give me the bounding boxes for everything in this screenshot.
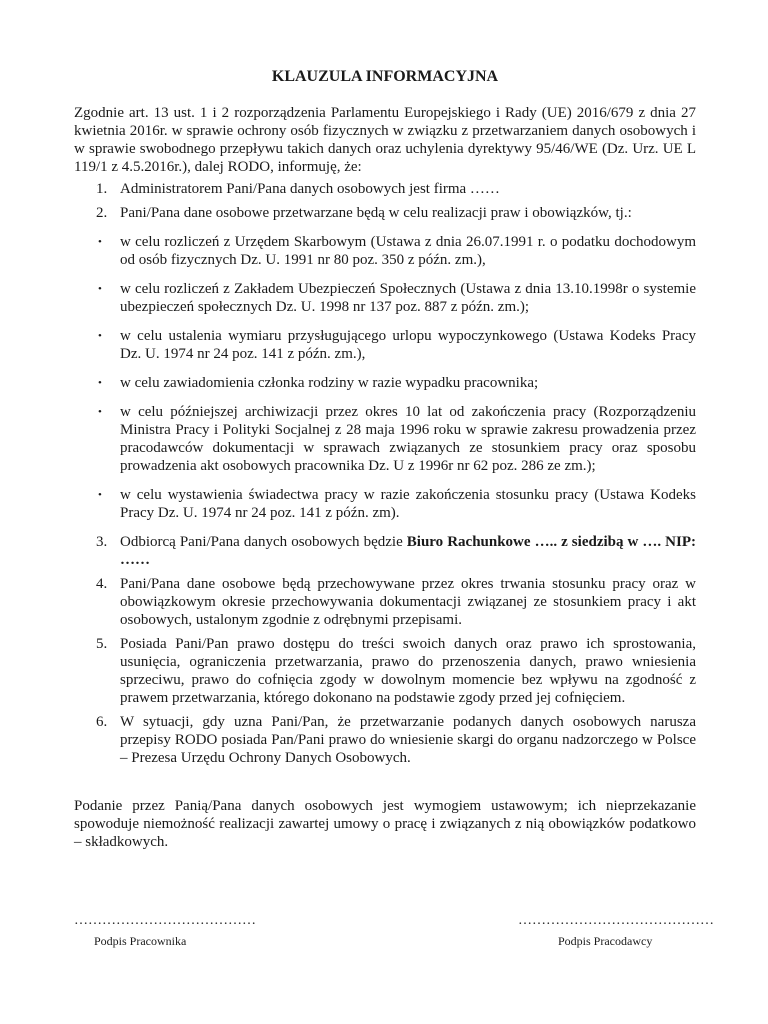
- bullet-icon: •: [98, 406, 102, 418]
- list-item-text: Odbiorcą Pani/Pana danych osobowych będzie: [120, 534, 407, 550]
- bullet-icon: •: [98, 283, 102, 295]
- bullet-icon: •: [98, 489, 102, 501]
- bullet-text: w celu ustalenia wymiaru przysługującego urlopu wypoczynkowego (Ustawa Kodeks Pracy Dz. U. 1974 nr 24 poz. 141 z późn. zm.),: [120, 328, 696, 362]
- bullet-item: [74, 486, 696, 522]
- list-number: 4.: [96, 576, 108, 592]
- employer-signature-label: Podpis Pracodawcy: [558, 934, 653, 948]
- list-item-text: Posiada Pani/Pan prawo dostępu do treści swoich danych oraz prawo ich sprostowania, usunięcia, ograniczenia przetwarzania, prawo do przenoszenia danych, prawo wniesienia sprzeciwu, prawo do cofnięcia zgody w dowolnym momencie bez wpływu na zgodność z prawem przetwarzania, którego dokonano na podstawie zgody przed jej cofnięciem.: [120, 636, 696, 706]
- list-number: 1.: [96, 181, 108, 197]
- employee-signature-label: Podpis Pracownika: [94, 934, 187, 948]
- bullet-item: [74, 233, 696, 269]
- bullet-item: [74, 280, 696, 316]
- list-number: 5.: [96, 636, 108, 652]
- document-body: [74, 68, 696, 866]
- list-item-5: [74, 635, 696, 707]
- list-item-text: Administratorem Pani/Pana danych osobowych jest firma ……: [120, 181, 500, 197]
- list-item-6: [74, 713, 696, 767]
- list-item-3: [74, 533, 696, 569]
- bullet-icon: •: [98, 377, 102, 389]
- list-number: 6.: [96, 714, 108, 730]
- list-item-2: [74, 204, 696, 222]
- list-item-1: [74, 180, 696, 198]
- intro-paragraph: Zgodnie art. 13 ust. 1 i 2 rozporządzenia Parlamentu Europejskiego i Rady (UE) 2016/679 z dnia 27 kwietnia 2016r. w sprawie ochrony osób fizycznych w związku z przetwarzaniem danych osobowych i w sprawie swobodnego przepływu takich danych oraz uchylenia dyrektywy 95/46/WE (Dz. Urz. UE L 119/1 z 4.5.2016r.), dalej RODO, informuję, że:: [74, 105, 696, 175]
- bullet-text: w celu późniejszej archiwizacji przez okres 10 lat od zakończenia pracy (Rozporządzeniu Ministra Pracy i Polityki Socjalnej z 28 maja 1996 roku w sprawie zakresu prowadzenia przez pracodawców dokumentacji w sprawach związanych ze stosunkiem pracy oraz sposobu prowadzenia akt osobowych pracownika Dz. U z 1996r nr 62 poz. 286 ze zm.);: [120, 404, 696, 474]
- document-title: KLAUZULA INFORMACYJNA: [271, 68, 499, 85]
- bullet-item: [74, 327, 696, 363]
- bullet-text: w celu rozliczeń z Urzędem Skarbowym (Ustawa z dnia 26.07.1991 r. o podatku dochodowym od osób fizycznych Dz. U. 1991 nr 80 poz. 350 z późn. zm.),: [120, 234, 696, 268]
- list-item-text: Pani/Pana dane osobowe przetwarzane będą w celu realizacji praw i obowiązków, tj.:: [120, 205, 632, 221]
- employee-signature-line: …………………………………: [74, 913, 256, 928]
- list-item-4: [74, 575, 696, 629]
- list-item-text: W sytuacji, gdy uzna Pani/Pan, że przetwarzanie podanych danych osobowych narusza przepisy RODO posiada Pan/Pani prawo do wniesienie skargi do organu nadzorczego w Polsce – Prezesa Urzędu Ochrony Danych Osobowych.: [120, 714, 696, 766]
- bullet-text: w celu zawiadomienia członka rodziny w razie wypadku pracownika;: [120, 375, 539, 391]
- bullet-item: [74, 374, 696, 392]
- bullet-item: [74, 403, 696, 475]
- list-number: 3.: [96, 534, 108, 550]
- bullet-text: w celu rozliczeń z Zakładem Ubezpieczeń Społecznych (Ustawa z dnia 13.10.1998r o systemie ubezpieczeń społecznych Dz. U. 1998 nr 137 poz. 887 z późn. zm.);: [120, 281, 696, 315]
- recipient-name: Biuro Rachunkowe ….. z siedzibą w …. NIP: ……: [120, 534, 696, 568]
- closing-paragraph: Podanie przez Panią/Pana danych osobowych jest wymogiem ustawowym; ich nieprzekazanie spowoduje niemożność realizacji zawartej umowy o pracę i związanych z nią obowiązków podatkowo – składkowych.: [74, 798, 696, 850]
- list-item-text: Pani/Pana dane osobowe będą przechowywane przez okres trwania stosunku pracy oraz w obowiązkowym okresie przechowywania dokumentacji związanej ze stosunkiem pracy i akt osobowych, ustalonym zgodnie z odrębnymi przepisami.: [120, 576, 696, 628]
- list-number: 2.: [96, 205, 108, 221]
- bullet-icon: •: [98, 330, 102, 342]
- bullet-icon: •: [98, 236, 102, 248]
- bullet-text: w celu wystawienia świadectwa pracy w razie zakończenia stosunku pracy (Ustawa Kodeks Pracy Dz. U. 1974 nr 24 poz. 141 z późn. zm).: [120, 487, 696, 521]
- employer-signature-line: ……………………………………: [518, 913, 714, 928]
